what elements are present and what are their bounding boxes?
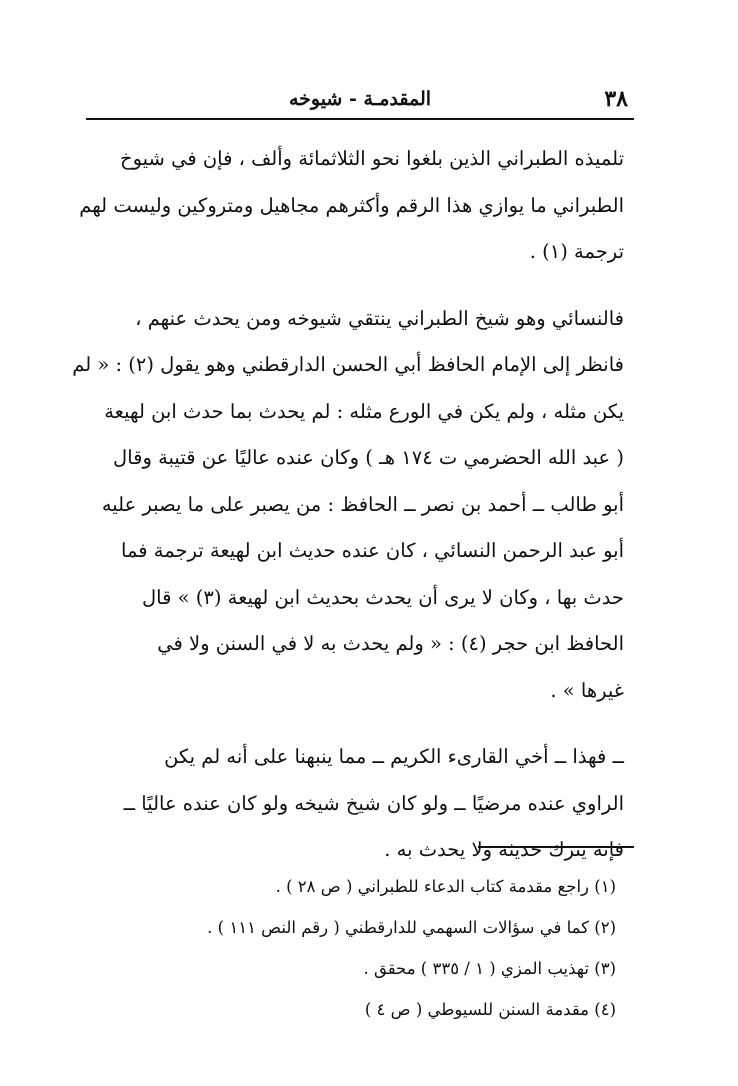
footnote-3: (٣) تهذيب المزي ( ١ / ٣٣٥ ) محقق .: [363, 959, 616, 978]
footnote-2: (٢) كما في سؤالات السهمي للدارقطني ( رقم النص ١١١ ) .: [207, 918, 616, 937]
footnotes: [96, 872, 616, 1036]
text-line: الحافظ ابن حجر (٤) : « ولم يحدث به لا في السنن ولا في: [157, 632, 624, 655]
text-line: فإنه يترك حديثه ولا يحدث به .: [384, 838, 624, 861]
text-line: ( عبد الله الحضرمي ت ١٧٤ هـ ) وكان عنده عاليًا عن قتيبة وقال: [113, 446, 624, 469]
text-line: غيرها » .: [550, 678, 624, 702]
running-head: المقدمـة - شيوخه: [288, 88, 432, 110]
paragraph-3: [112, 734, 624, 874]
footnote-separator: [478, 846, 634, 848]
text-line: ترجمة (١) .: [529, 240, 624, 263]
body-text: [72, 136, 624, 894]
text-line: الراوي عنده مرضيًا ــ ولو كان شيخ شيخه ولو كان عنده عاليًا ــ: [123, 791, 624, 815]
text-line: ــ فهذا ــ أخي القارىء الكريم ــ مما ينبهنا على أنه لم يكن: [164, 745, 624, 768]
paragraph-1: [79, 136, 624, 276]
footnote-4: (٤) مقدمة السنن للسيوطي ( ص ٤ ): [364, 1000, 616, 1019]
page-number: ٣٨: [604, 86, 628, 112]
footnote-1: (١) راجع مقدمة كتاب الدعاء للطبراني ( ص ٢٨ ) .: [275, 877, 616, 896]
text-line: يكن مثله ، ولم يكن في الورع مثله : لم يحدث بما حدث ابن لهيعة: [104, 399, 624, 423]
paragraph-2: [72, 296, 624, 715]
text-line: حدث بها ، وكان لا يرى أن يحدث بحديث ابن لهيعة (٣) » قال: [141, 585, 624, 609]
text-line: فالنسائي وهو شيخ الطبراني ينتقي شيوخه ومن يحدث عنهم ،: [135, 306, 624, 330]
text-line: أبو عبد الرحمن النسائي ، كان عنده حديث ابن لهيعة ترجمة فما: [121, 539, 624, 562]
text-line: تلميذه الطبراني الذين بلغوا نحو الثلاثمائة وألف ، فإن في شيوخ: [119, 147, 624, 170]
text-line: الطبراني ما يوازي هذا الرقم وأكثرهم مجاهيل ومتروكين وليست لهم: [79, 193, 624, 217]
text-line: فانظر إلى الإمام الحافظ أبي الحسن الدارقطني وهو يقول (٢) : « لم: [72, 353, 624, 376]
page-header: [86, 84, 634, 120]
text-line: أبو طالب ــ أحمد بن نصر ــ الحافظ : من يصبر على ما يصبر عليه: [101, 492, 624, 516]
